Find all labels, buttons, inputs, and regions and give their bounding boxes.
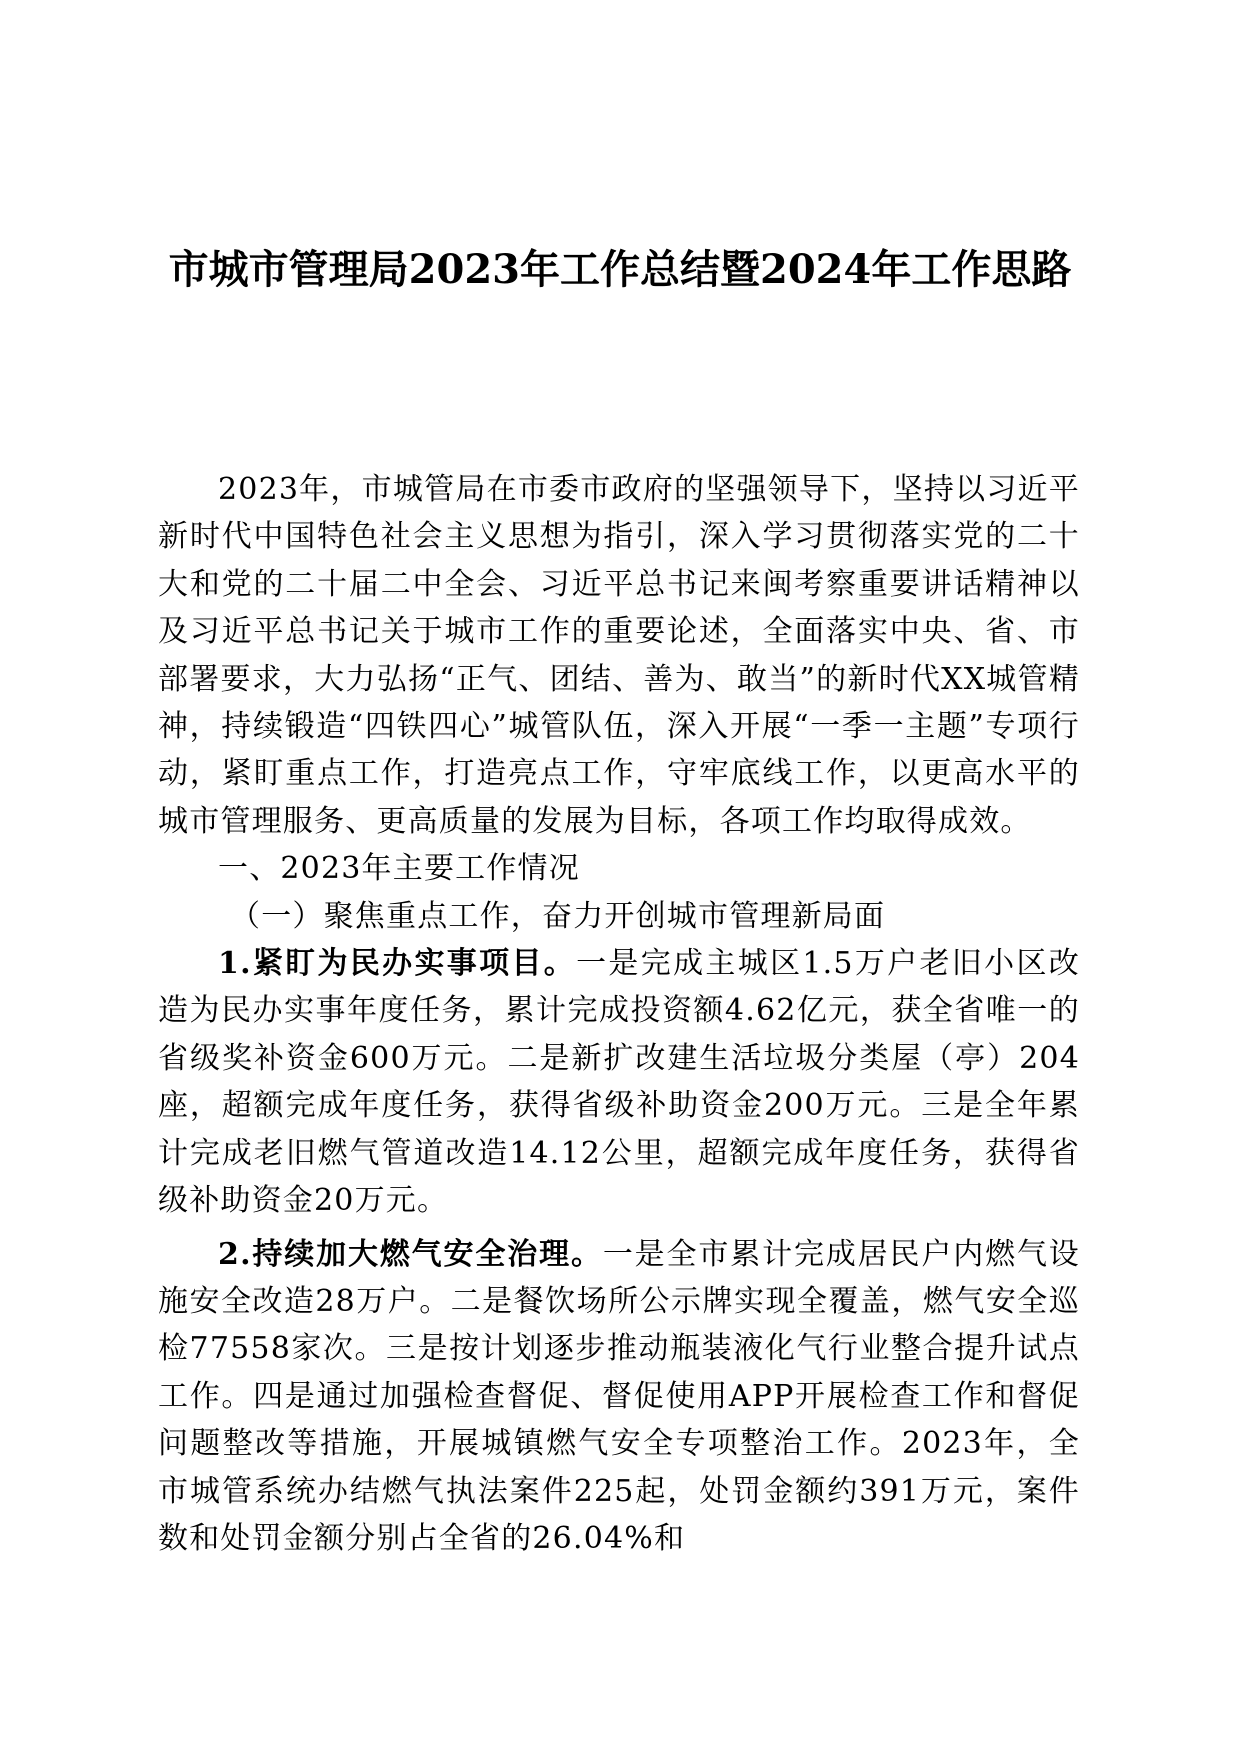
work-item-lead: 2.持续加大燃气安全治理。 [218,1236,603,1272]
intro-paragraph: 2023年，市城管局在市委市政府的坚强领导下，坚持以习近平新时代中国特色社会主义思想为指引，深入学习贯彻落实党的二十大和党的二十届二中全会、习近平总书记来闽考察重要讲话精神以及习近平总书记关于城市工作的重要论述，全面落实中央、省、市部署要求，大力弘扬“正气、团结、善为、敢当”的新时代XX城管精神，持续锻造“四铁四心”城管队伍，深入开展“一季一主题”专项行动，紧盯重点工作，打造亮点工作，守牢底线工作，以更高水平的城市管理服务、更高质量的发展为目标，各项工作均取得成效。 [158,472,1080,839]
document-title: 市城市管理局2023年工作总结暨2024年工作思路 [168,246,1072,293]
document-body [158,466,1080,1562]
work-item-lead: 1.紧盯为民办实事项目。 [218,946,577,982]
subsection-heading: （一）聚焦重点工作，奋力开创城市管理新局面 [230,898,886,934]
section-heading: 一、2023年主要工作情况 [218,851,580,887]
work-item-text: 一是完成主城区1.5万户老旧小区改造为民办实事年度任务，累计完成投资额4.62亿元，获全省唯一的省级奖补资金600万元。二是新扩改建生活垃圾分类屋（亭）204座，超额完成年度任务，获得省级补助资金200万元。三是全年累计完成老旧燃气管道改造14.12公里，超额完成年度任务，获得省级补助资金20万元。 [158,946,1080,1219]
work-item-paragraph [158,940,1080,1224]
work-item-text: 一是全市累计完成居民户内燃气设施安全改造28万户。二是餐饮场所公示牌实现全覆盖，燃气安全巡检77558家次。三是按计划逐步推动瓶装液化气行业整合提升试点工作。四是通过加强检查督促、督促使用APP开展检查工作和督促问题整改等措施，开展城镇燃气安全专项整治工作。2023年，全市城管系统办结燃气执法案件225起，处罚金额约391万元，案件数和处罚金额分别占全省的26.04%和 [158,1236,1081,1556]
work-item-paragraph [158,1231,1080,1563]
